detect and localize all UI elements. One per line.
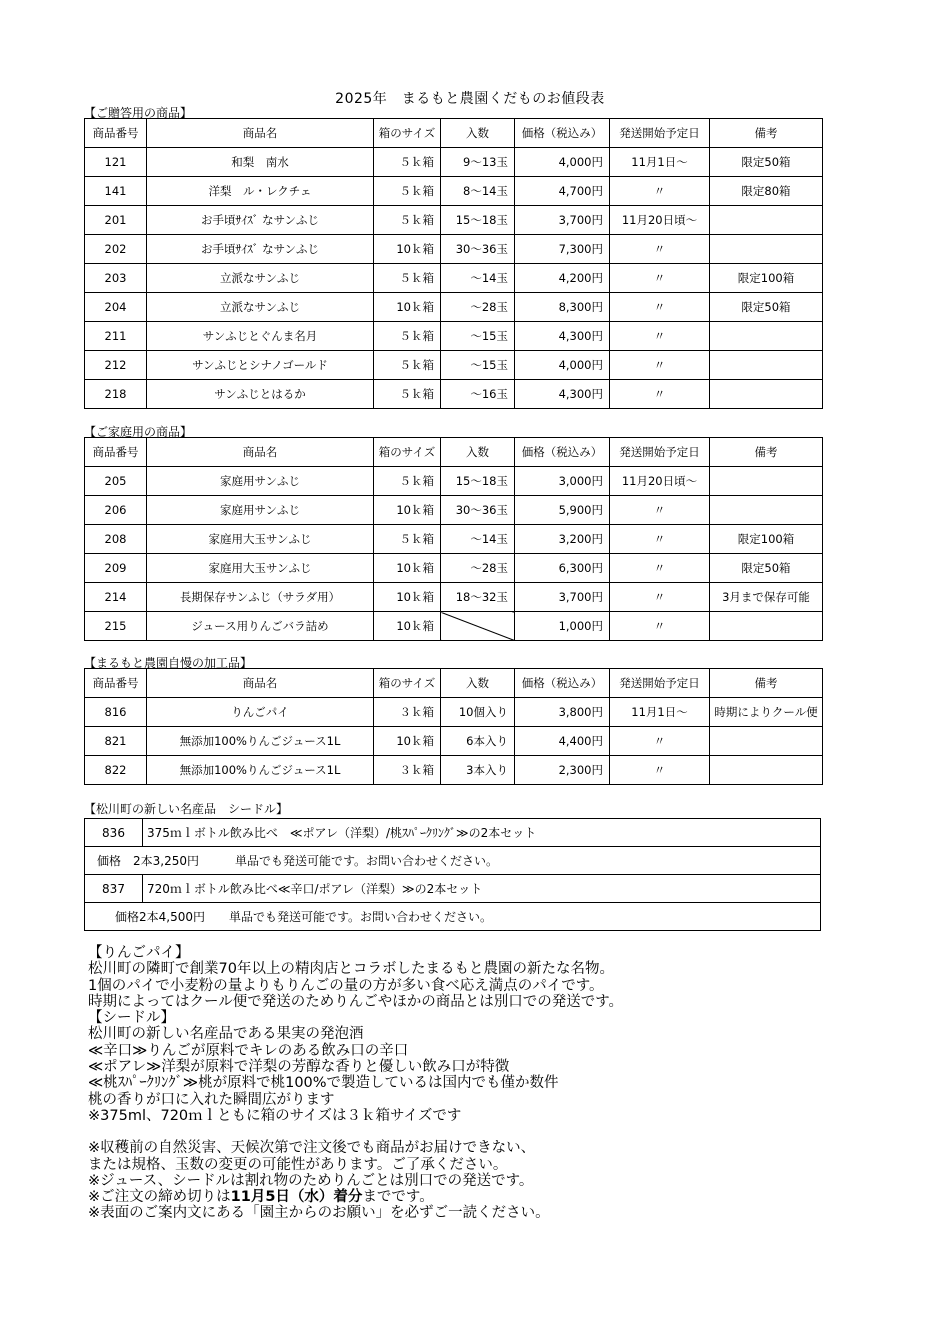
column-header-product-code: 商品番号 (85, 438, 147, 467)
cell-ship-date: 〃 (610, 756, 710, 785)
cell-box-size: 10ｋ箱 (374, 727, 441, 756)
cell-product-code: 121 (85, 148, 147, 177)
table-row (85, 293, 823, 322)
table-row (85, 264, 823, 293)
cider-row (85, 819, 821, 847)
cell-product-name: 家庭用大玉サンふじ (147, 554, 374, 583)
cell-product-code: 218 (85, 380, 147, 409)
cell-product-code: 821 (85, 727, 147, 756)
cell-ship-date: 〃 (610, 525, 710, 554)
cell-remarks (710, 351, 823, 380)
cell-box-size: 10ｋ箱 (374, 554, 441, 583)
cell-box-size: ５ｋ箱 (374, 380, 441, 409)
cell-remarks: 限定50箱 (710, 554, 823, 583)
cell-product-name: 洋梨 ル・レクチェ (147, 177, 374, 206)
processed-table-body (85, 698, 823, 785)
table-row (85, 554, 823, 583)
table-row (85, 698, 823, 727)
cell-ship-date: 〃 (610, 235, 710, 264)
cell-price: 4,300円 (515, 322, 610, 351)
notes (88, 945, 848, 1222)
caution-line: または規格、玉数の変更の可能性があります。ご了承ください。 (88, 1156, 508, 1173)
cell-quantity: 8～14玉 (441, 177, 515, 206)
cell-quantity: ～28玉 (441, 293, 515, 322)
cell-product-code: 205 (85, 467, 147, 496)
column-header-ship-date: 発送開始予定日 (610, 119, 710, 148)
column-header-remarks: 備考 (710, 669, 823, 698)
cell-quantity: 9～13玉 (441, 148, 515, 177)
gift-table (84, 118, 823, 409)
cell-ship-date: 〃 (610, 583, 710, 612)
cell-product-name: 家庭用サンふじ (147, 496, 374, 525)
cell-product-code: 816 (85, 698, 147, 727)
cell-product-code: 211 (85, 322, 147, 351)
home-section-heading: 【ご家庭用の商品】 (84, 425, 193, 439)
cell-remarks: 3月まで保存可能 (710, 583, 823, 612)
cider-item1-description: 375ｍｌボトル飲み比べ ≪ポアレ（洋梨）/桃ｽﾊﾟｰｸﾘﾝｸﾞ≫の2本セット (143, 819, 821, 847)
table-row (85, 380, 823, 409)
cell-ship-date: 11月20日頃～ (610, 206, 710, 235)
cell-product-code: 215 (85, 612, 147, 641)
cell-quantity: 30～36玉 (441, 496, 515, 525)
column-header-remarks: 備考 (710, 119, 823, 148)
cell-price: 4,000円 (515, 351, 610, 380)
cell-ship-date: 〃 (610, 351, 710, 380)
column-header-product-name: 商品名 (147, 438, 374, 467)
cell-product-code: 208 (85, 525, 147, 554)
cell-price: 5,900円 (515, 496, 610, 525)
cell-box-size: 10ｋ箱 (374, 583, 441, 612)
processed-section-heading: 【まるもと農園自慢の加工品】 (84, 656, 253, 670)
cell-box-size: 10ｋ箱 (374, 612, 441, 641)
cell-box-size: 10ｋ箱 (374, 293, 441, 322)
column-header-product-name: 商品名 (147, 119, 374, 148)
cider-note-line: 松川町の新しい名産品である果実の発泡酒 (88, 1026, 364, 1043)
deadline-prefix: ※ご注文の締め切りは (88, 1189, 231, 1206)
spacer (88, 1124, 848, 1140)
column-header-product-code: 商品番号 (85, 669, 147, 698)
cider-row (85, 875, 821, 903)
column-header-ship-date: 発送開始予定日 (610, 669, 710, 698)
column-header-box-size: 箱のサイズ (374, 119, 441, 148)
cell-box-size: ５ｋ箱 (374, 322, 441, 351)
cell-remarks (710, 206, 823, 235)
cell-remarks (710, 380, 823, 409)
cell-box-size: ５ｋ箱 (374, 525, 441, 554)
pie-line: 時期によってはクール便で発送のためりんごやほかの商品とは別口での発送です。 (88, 993, 624, 1010)
cell-ship-date: 11月1日～ (610, 148, 710, 177)
cell-quantity: ～28玉 (441, 554, 515, 583)
column-header-price: 価格（税込み） (515, 669, 610, 698)
column-header-quantity: 入数 (441, 119, 515, 148)
table-row (85, 583, 823, 612)
cell-quantity: 30～36玉 (441, 235, 515, 264)
cell-ship-date: 11月20日頃～ (610, 467, 710, 496)
table-header-row (85, 438, 823, 467)
cell-ship-date: 〃 (610, 264, 710, 293)
processed-table (84, 668, 823, 785)
cell-remarks (710, 756, 823, 785)
cell-product-name: お手頃ｻｲｽﾞ なサンふじ (147, 206, 374, 235)
processed-table-header (85, 669, 823, 698)
cell-box-size: ３ｋ箱 (374, 756, 441, 785)
column-header-product-name: 商品名 (147, 669, 374, 698)
deadline-suffix: までです。 (362, 1189, 434, 1206)
cell-product-name: ジュース用りんごバラ詰め (147, 612, 374, 641)
cell-remarks (710, 612, 823, 641)
cider-note-line: ≪桃ｽﾊﾟｰｸﾘﾝｸﾞ≫桃が原料で桃100%で製造しているは国内でも僅か数件 (88, 1075, 559, 1092)
table-row (85, 727, 823, 756)
cider-item2-code: 837 (85, 875, 143, 903)
cell-product-name: 家庭用大玉サンふじ (147, 525, 374, 554)
cell-product-name: サンふじとはるか (147, 380, 374, 409)
home-table (84, 437, 823, 641)
table-row (85, 206, 823, 235)
cell-quantity: ～14玉 (441, 525, 515, 554)
table-row (85, 322, 823, 351)
cider-row (85, 903, 821, 931)
cell-price: 4,400円 (515, 727, 610, 756)
cell-quantity: 15～18玉 (441, 467, 515, 496)
cell-box-size: ５ｋ箱 (374, 351, 441, 380)
request-line: ※表面のご案内文にある「園主からのお願い」を必ずご一読ください。 (88, 1205, 550, 1222)
cell-ship-date: 〃 (610, 293, 710, 322)
cell-box-size: ３ｋ箱 (374, 698, 441, 727)
table-header-row (85, 119, 823, 148)
cell-ship-date: 〃 (610, 496, 710, 525)
cell-product-name: サンふじとぐんま名月 (147, 322, 374, 351)
cell-product-code: 214 (85, 583, 147, 612)
cider-section-heading: 【松川町の新しい名産品 シードル】 (84, 802, 289, 816)
cell-product-code: 206 (85, 496, 147, 525)
cider-item1-price: 価格 2本3,250円 単品でも発送可能です。お問い合わせください。 (85, 847, 821, 875)
column-header-box-size: 箱のサイズ (374, 669, 441, 698)
cell-remarks (710, 322, 823, 351)
cell-ship-date: 11月1日～ (610, 698, 710, 727)
cell-price: 4,300円 (515, 380, 610, 409)
cell-quantity: ～15玉 (441, 322, 515, 351)
cell-product-name: 長期保存サンふじ（サラダ用） (147, 583, 374, 612)
cell-ship-date: 〃 (610, 380, 710, 409)
cell-ship-date: 〃 (610, 177, 710, 206)
cell-price: 2,300円 (515, 756, 610, 785)
cider-note-line: ※375ml、720ｍｌともに箱のサイズは３ｋ箱サイズです (88, 1107, 462, 1124)
cell-quantity: 18～32玉 (441, 583, 515, 612)
cell-box-size: 10ｋ箱 (374, 496, 441, 525)
gift-section-heading: 【ご贈答用の商品】 (84, 106, 193, 120)
cell-box-size: ５ｋ箱 (374, 206, 441, 235)
cell-ship-date: 〃 (610, 612, 710, 641)
cell-product-code: 204 (85, 293, 147, 322)
cell-quantity: ～16玉 (441, 380, 515, 409)
table-row (85, 148, 823, 177)
pie-heading: 【りんごパイ】 (88, 945, 190, 961)
cell-product-name: 立派なサンふじ (147, 264, 374, 293)
cell-quantity: 10個入り (441, 698, 515, 727)
page-title: 2025年 まるもと農園くだものお値段表 (335, 91, 605, 107)
gift-table-header (85, 119, 823, 148)
caution-line: ※収穫前の自然災害、天候次第で注文後でも商品がお届けできない、 (88, 1140, 536, 1157)
table-row (85, 756, 823, 785)
cell-quantity: ～14玉 (441, 264, 515, 293)
cell-product-code: 203 (85, 264, 147, 293)
table-row (85, 235, 823, 264)
cell-product-name: お手頃ｻｲｽﾞ なサンふじ (147, 235, 374, 264)
cell-price: 3,700円 (515, 206, 610, 235)
column-header-product-code: 商品番号 (85, 119, 147, 148)
cell-quantity: 3本入り (441, 756, 515, 785)
cell-price: 3,700円 (515, 583, 610, 612)
cider-note-line: ≪辛口≫りんごが原料でキレのある飲み口の辛口 (88, 1042, 409, 1059)
gift-table-body (85, 148, 823, 409)
cell-remarks (710, 496, 823, 525)
cider-row (85, 847, 821, 875)
table-row (85, 467, 823, 496)
table-row (85, 612, 823, 641)
cell-price: 7,300円 (515, 235, 610, 264)
cider-item2-price: 価格2本4,500円 単品でも発送可能です。お問い合わせください。 (85, 903, 821, 931)
cell-remarks: 限定50箱 (710, 148, 823, 177)
column-header-box-size: 箱のサイズ (374, 438, 441, 467)
cider-item1-code: 836 (85, 819, 143, 847)
cell-box-size: ５ｋ箱 (374, 148, 441, 177)
cell-ship-date: 〃 (610, 554, 710, 583)
cell-box-size: 10ｋ箱 (374, 235, 441, 264)
cider-note-line: ≪ポアレ≫洋梨が原料で洋梨の芳醇な香りと優しい飲み口が特徴 (88, 1059, 510, 1076)
cell-quantity (441, 612, 515, 641)
cell-price: 4,700円 (515, 177, 610, 206)
home-table-body (85, 467, 823, 641)
cell-price: 3,200円 (515, 525, 610, 554)
column-header-price: 価格（税込み） (515, 438, 610, 467)
cell-product-code: 212 (85, 351, 147, 380)
cell-product-name: 無添加100%りんごジュース1L (147, 727, 374, 756)
cell-product-code: 822 (85, 756, 147, 785)
cell-remarks (710, 467, 823, 496)
cell-product-name: サンふじとシナノゴールド (147, 351, 374, 380)
deadline-line (88, 1189, 848, 1205)
cell-product-code: 209 (85, 554, 147, 583)
cider-item2-description: 720ｍｌボトル飲み比べ≪辛口/ポアレ（洋梨）≫の2本セット (143, 875, 821, 903)
cell-product-name: 立派なサンふじ (147, 293, 374, 322)
cell-remarks: 限定100箱 (710, 264, 823, 293)
cell-price: 8,300円 (515, 293, 610, 322)
cell-price: 3,000円 (515, 467, 610, 496)
cell-product-code: 202 (85, 235, 147, 264)
cell-remarks: 限定80箱 (710, 177, 823, 206)
table-row (85, 496, 823, 525)
column-header-price: 価格（税込み） (515, 119, 610, 148)
pie-line: 1個のパイで小麦粉の量よりもりんごの量の方が多い食べ応え満点のパイです。 (88, 977, 604, 994)
home-table-header (85, 438, 823, 467)
cell-price: 6,300円 (515, 554, 610, 583)
cell-price: 3,800円 (515, 698, 610, 727)
cell-product-name: りんごパイ (147, 698, 374, 727)
pie-line: 松川町の隣町で創業70年以上の精肉店とコラボしたまるもと農園の新たな名物。 (88, 961, 614, 978)
cell-remarks (710, 235, 823, 264)
cell-product-name: 和梨 南水 (147, 148, 374, 177)
table-row (85, 525, 823, 554)
cell-remarks: 限定100箱 (710, 525, 823, 554)
cell-remarks: 限定50箱 (710, 293, 823, 322)
cell-quantity: 6本入り (441, 727, 515, 756)
cell-box-size: ５ｋ箱 (374, 177, 441, 206)
column-header-remarks: 備考 (710, 438, 823, 467)
cell-price: 1,000円 (515, 612, 610, 641)
cell-ship-date: 〃 (610, 322, 710, 351)
table-header-row (85, 669, 823, 698)
cider-notes-heading: 【シードル】 (88, 1010, 175, 1027)
cell-price: 4,000円 (515, 148, 610, 177)
table-row (85, 351, 823, 380)
cell-product-code: 201 (85, 206, 147, 235)
cell-product-name: 家庭用サンふじ (147, 467, 374, 496)
column-header-quantity: 入数 (441, 669, 515, 698)
cell-box-size: ５ｋ箱 (374, 264, 441, 293)
cell-price: 4,200円 (515, 264, 610, 293)
table-row (85, 177, 823, 206)
cell-box-size: ５ｋ箱 (374, 467, 441, 496)
column-header-ship-date: 発送開始予定日 (610, 438, 710, 467)
cell-quantity: 15～18玉 (441, 206, 515, 235)
cell-quantity: ～15玉 (441, 351, 515, 380)
cider-table (84, 818, 821, 931)
cell-remarks: 時期によりクール便 (710, 698, 823, 727)
caution-line: ※ジュース、シードルは割れ物のためりんごとは別口での発送です。 (88, 1172, 534, 1189)
cell-product-name: 無添加100%りんごジュース1L (147, 756, 374, 785)
column-header-quantity: 入数 (441, 438, 515, 467)
cider-note-line: 桃の香りが口に入れた瞬間広がります (88, 1091, 335, 1108)
deadline-date: 11月5日（水）着分 (230, 1189, 363, 1206)
cell-product-code: 141 (85, 177, 147, 206)
cell-ship-date: 〃 (610, 727, 710, 756)
cell-remarks (710, 727, 823, 756)
